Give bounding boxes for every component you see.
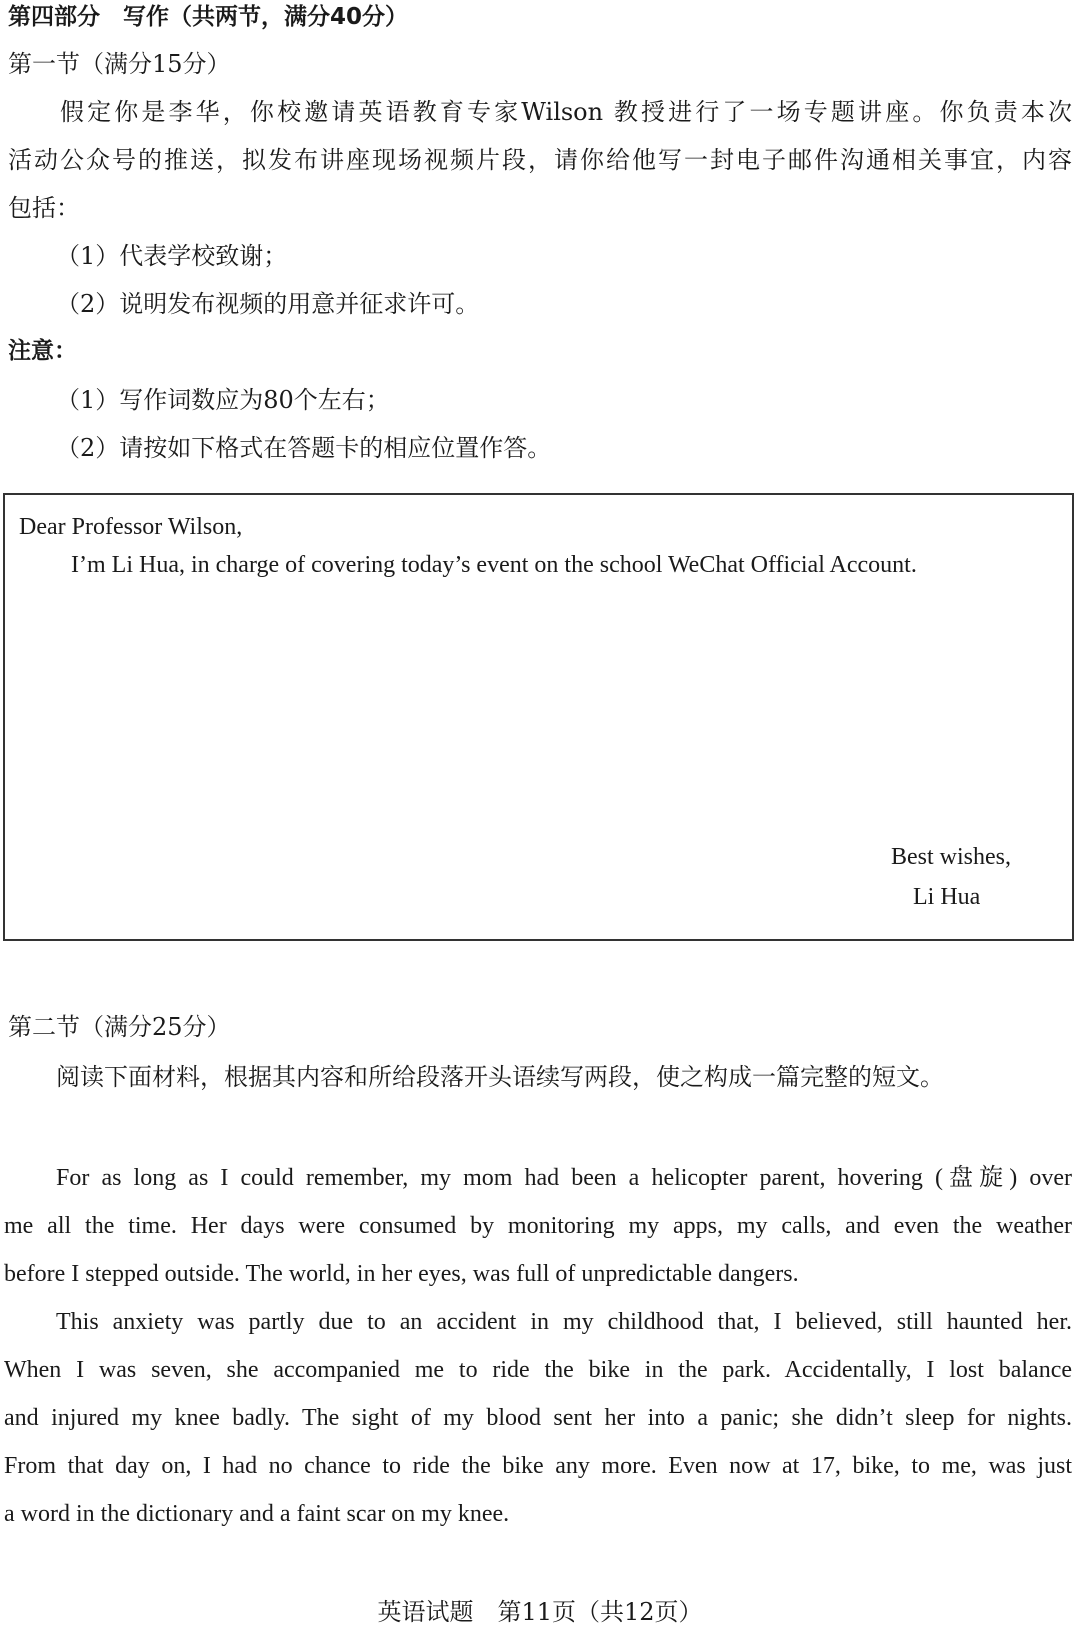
passage-p1-line-1: For as long as I could remember, my mom had been a helicopter parent, hovering (盘旋) over: [56, 1165, 1072, 1191]
point-2: （2）说明发布视频的用意并征求许可。: [56, 290, 480, 318]
section2-heading: 第二节（满分25分）: [8, 1013, 231, 1041]
passage-p2-line-5: a word in the dictionary and a faint scar on my knee.: [4, 1501, 510, 1527]
passage-p2-line-1: This anxiety was partly due to an accident in my childhood that, I believed, still haunted her.: [56, 1309, 1072, 1335]
page-footer: 英语试题 第11页（共12页）: [377, 1598, 703, 1626]
part-heading: 第四部分 写作（共两节，满分40分）: [8, 4, 409, 30]
note-1: （1）写作词数应为80个左右；: [56, 386, 390, 414]
section1-heading: 第一节（满分15分）: [8, 50, 231, 78]
passage-p1-line-3: before I stepped outside. The world, in her eyes, was full of unpredictable dangers.: [4, 1261, 799, 1287]
passage-p2-line-3: and injured my knee badly. The sight of my blood sent her into a panic; she didn’t sleep for nights.: [4, 1405, 1072, 1431]
letter-salutation: Dear Professor Wilson,: [19, 514, 243, 540]
letter-format-box: [3, 493, 1074, 941]
passage-p2-line-4: From that day on, I had no chance to ride the bike any more. Even now at 17, bike, to me, was just: [4, 1453, 1072, 1479]
prompt-line-3: 包括：: [8, 194, 80, 222]
section2-instruction: 阅读下面材料，根据其内容和所给段落开头语续写两段，使之构成一篇完整的短文。: [56, 1063, 944, 1091]
point-1: （1）代表学校致谢；: [56, 242, 288, 270]
letter-closing: Best wishes,: [891, 844, 1011, 870]
prompt-line-2: 活动公众号的推送，拟发布讲座现场视频片段，请你给他写一封电子邮件沟通相关事宜，内容: [8, 146, 1072, 174]
letter-opening: I’m Li Hua, in charge of covering today’s event on the school WeChat Official Account.: [71, 552, 917, 578]
passage-p1-line-2: me all the time. Her days were consumed by monitoring my apps, my calls, and even the weather: [4, 1213, 1072, 1239]
notes-heading: 注意：: [8, 338, 77, 364]
prompt-line-1: 假定你是李华，你校邀请英语教育专家Wilson 教授进行了一场专题讲座。你负责本次: [60, 98, 1072, 126]
passage-p2-line-2: When I was seven, she accompanied me to ride the bike in the park. Accidentally, I lost balance: [4, 1357, 1072, 1383]
letter-signature: Li Hua: [913, 884, 981, 910]
note-2: （2）请按如下格式在答题卡的相应位置作答。: [56, 434, 552, 462]
